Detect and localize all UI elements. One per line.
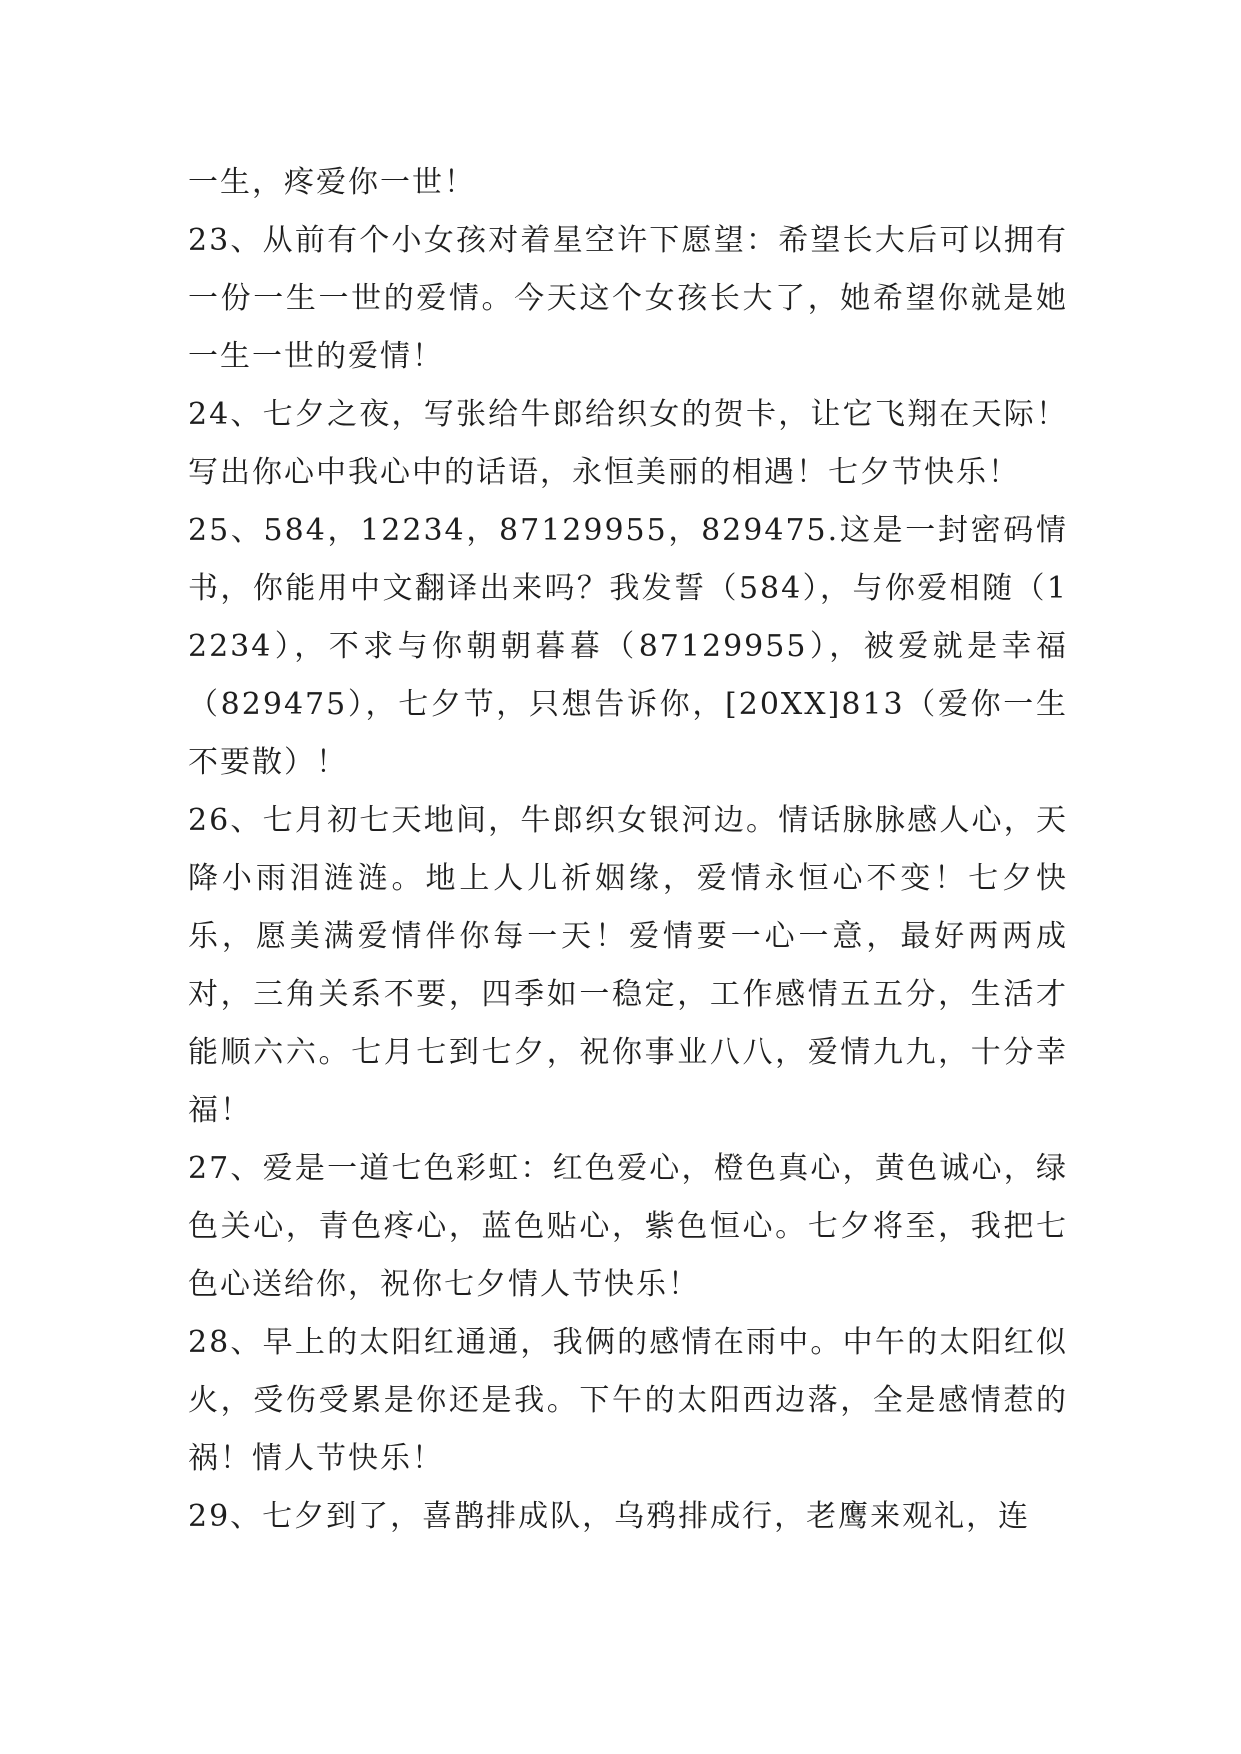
document-body — [188, 154, 1068, 1546]
paragraph-25: 25、584，12234，87129955，829475.这是一封密码情书，你能用中文翻译出来吗？我发誓（584），与你爱相随（12234），不求与你朝朝暮暮（87129955），被爱就是幸福（829475），七夕节，只想告诉你，[20XX]813（爱你一生不要散）！ — [188, 513, 1068, 780]
paragraph-28: 28、早上的太阳红通通，我俩的感情在雨中。中午的太阳红似火，受伤受累是你还是我。下午的太阳西边落，全是感情惹的祸！情人节快乐！ — [188, 1325, 1068, 1476]
paragraph-29: 29、七夕到了，喜鹊排成队，乌鸦排成行，老鹰来观礼，连 — [188, 1499, 1031, 1534]
paragraph-continuation: 一生，疼爱你一世！ — [188, 165, 476, 200]
paragraph-24: 24、七夕之夜，写张给牛郎给织女的贺卡，让它飞翔在天际！写出你心中我心中的话语，永恒美丽的相遇！七夕节快乐！ — [188, 397, 1068, 490]
paragraph-23: 23、从前有个小女孩对着星空许下愿望：希望长大后可以拥有一份一生一世的爱情。今天这个女孩长大了，她希望你就是她一生一世的爱情！ — [188, 223, 1068, 374]
paragraph-27: 27、爱是一道七色彩虹：红色爱心，橙色真心，黄色诚心，绿色关心，青色疼心，蓝色贴心，紫色恒心。七夕将至，我把七色心送给你，祝你七夕情人节快乐！ — [188, 1151, 1068, 1302]
paragraph-26: 26、七月初七天地间，牛郎织女银河边。情话脉脉感人心，天降小雨泪涟涟。地上人儿祈姻缘，爱情永恒心不变！七夕快乐，愿美满爱情伴你每一天！爱情要一心一意，最好两两成对，三角关系不要，四季如一稳定，工作感情五五分，生活才能顺六六。七月七到七夕，祝你事业八八，爱情九九，十分幸福！ — [188, 803, 1068, 1128]
